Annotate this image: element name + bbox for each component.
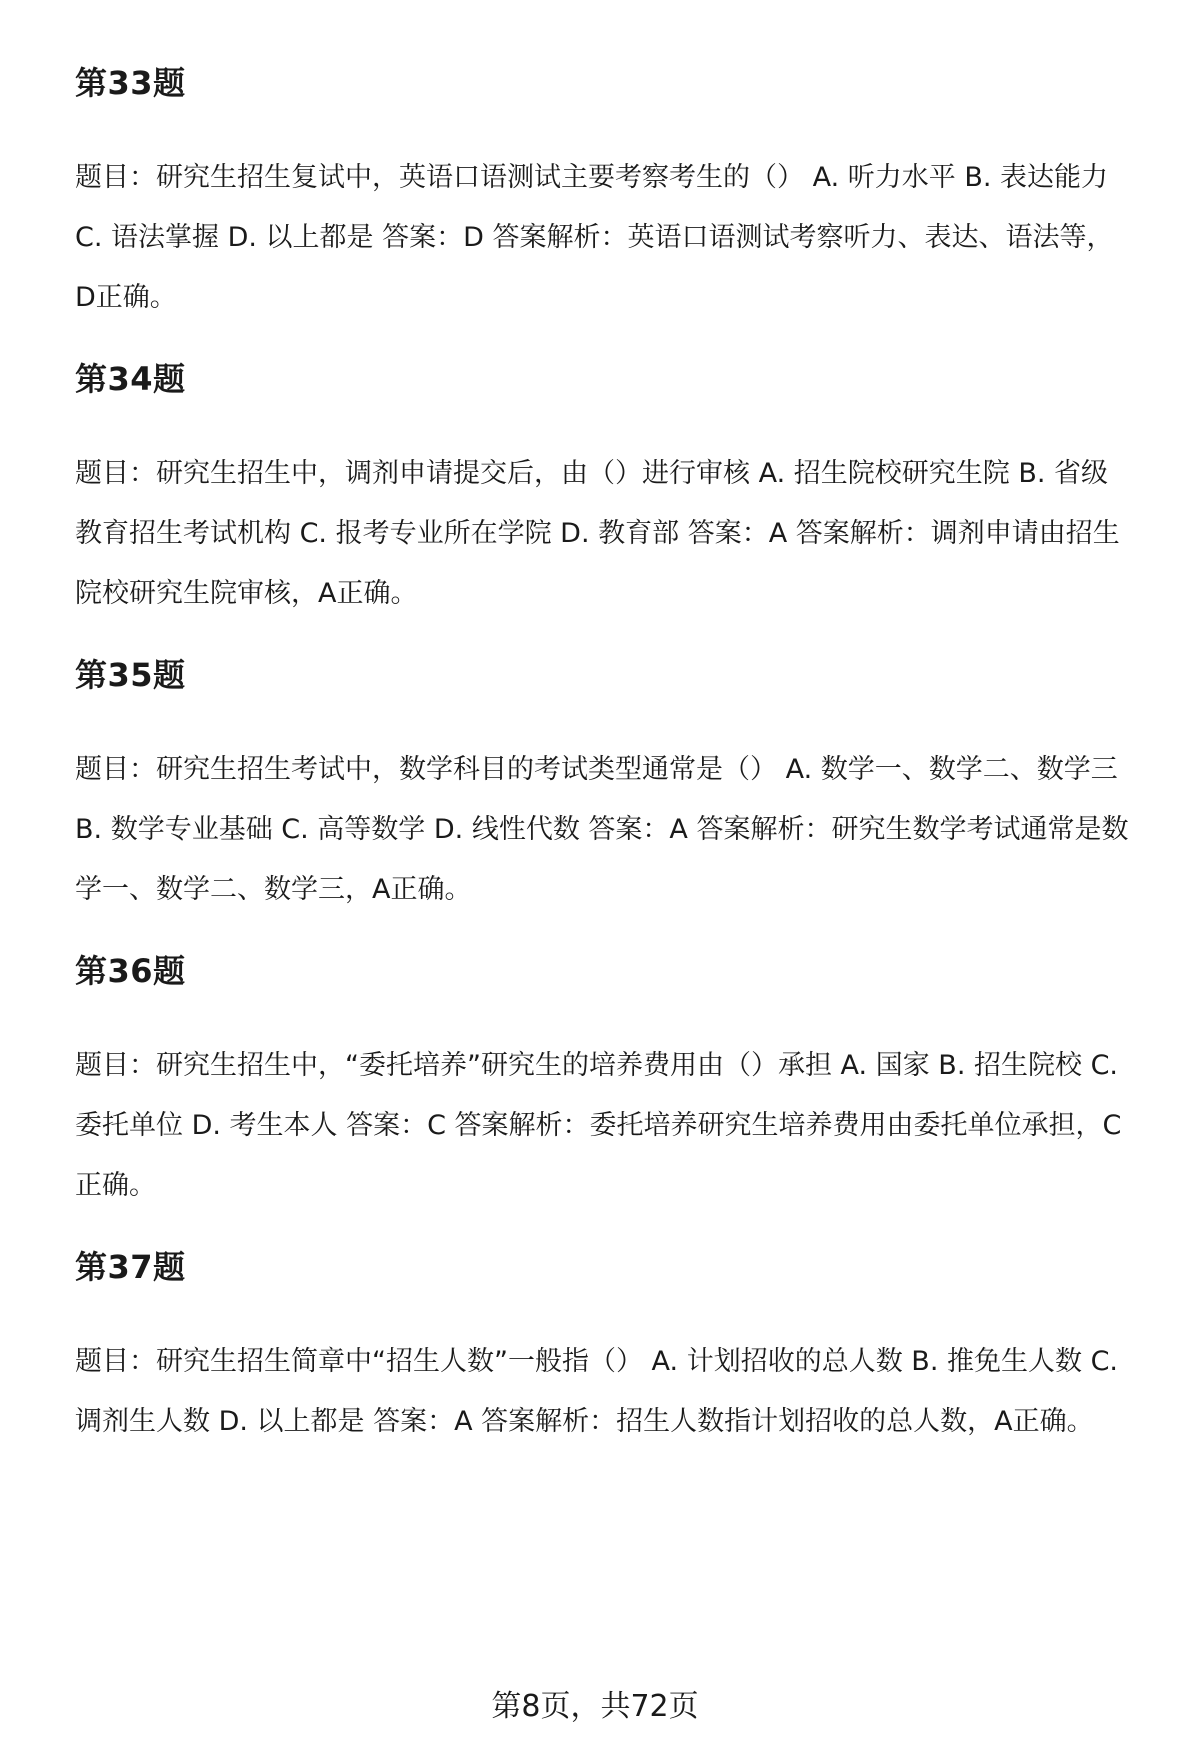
question-block (75, 950, 1130, 1216)
question-block (75, 358, 1130, 624)
question-body: 题目：研究生招生中，调剂申请提交后，由（）进行审核 A. 招生院校研究生院 B. 省级教育招生考试机构 C. 报考专业所在学院 D. 教育部 答案：A 答案解析：调剂申请由招生院校研究生院审核，A正确。 (75, 458, 1120, 609)
question-body: 题目：研究生招生复试中，英语口语测试主要考察考生的（） A. 听力水平 B. 表达能力 C. 语法掌握 D. 以上都是 答案：D 答案解析：英语口语测试考察听力、表达、语法等，D正确。 (75, 162, 1114, 313)
question-block (75, 1246, 1130, 1452)
question-body: 题目：研究生招生简章中“招生人数”一般指（） A. 计划招收的总人数 B. 推免生人数 C. 调剂生人数 D. 以上都是 答案：A 答案解析：招生人数指计划招收的总人数，A正确。 (75, 1346, 1119, 1437)
question-title: 第36题 (75, 952, 186, 990)
question-title: 第33题 (75, 64, 186, 102)
page-number-footer: 第8页，共72页 (491, 1689, 699, 1724)
question-body: 题目：研究生招生考试中，数学科目的考试类型通常是（） A. 数学一、数学二、数学三 B. 数学专业基础 C. 高等数学 D. 线性代数 答案：A 答案解析：研究生数学考试通常是数学一、数学二、数学三，A正确。 (75, 754, 1129, 905)
question-title: 第34题 (75, 360, 186, 398)
question-title: 第35题 (75, 656, 186, 694)
question-title: 第37题 (75, 1248, 186, 1286)
question-block (75, 654, 1130, 920)
question-block (75, 62, 1130, 328)
question-body: 题目：研究生招生中，“委托培养”研究生的培养费用由（）承担 A. 国家 B. 招生院校 C. 委托单位 D. 考生本人 答案：C 答案解析：委托培养研究生培养费用由委托单位承担，C正确。 (75, 1050, 1122, 1201)
